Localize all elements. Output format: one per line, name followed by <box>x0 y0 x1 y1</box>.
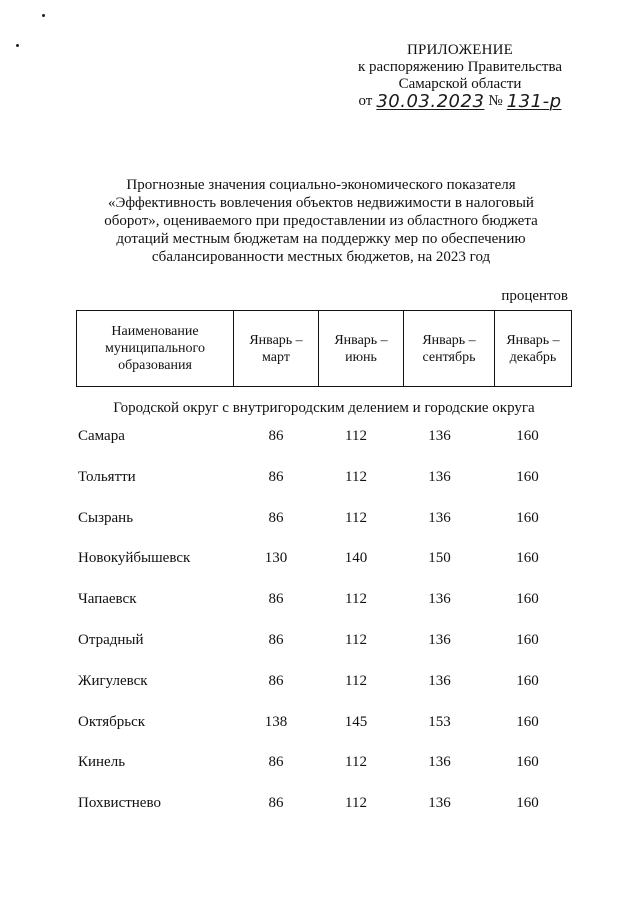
value-q1: 86 <box>268 754 284 771</box>
municipality-name: Самара <box>78 428 125 444</box>
title-line: сбалансированности местных бюджетов, на 2023 год <box>151 249 491 265</box>
table-row <box>76 632 572 673</box>
value-year: 160 <box>516 591 539 608</box>
table-row <box>76 591 572 632</box>
municipality-name: Чапаевск <box>78 591 137 608</box>
handwritten-number: 131-р <box>506 91 562 112</box>
value-year: 160 <box>516 550 539 567</box>
appendix-line-2: Самарской области <box>398 76 522 92</box>
value-year: 160 <box>516 468 539 485</box>
value-h1: 145 <box>344 713 368 730</box>
header-cell-q1: Январь – март <box>234 311 319 387</box>
municipality-name: Сызрань <box>78 509 134 526</box>
title-line: «Эффективность вовлечения объектов недвижимости в налоговый <box>108 195 534 211</box>
header-cell-h1: Январь – июнь <box>319 311 404 387</box>
title-line: дотаций местным бюджетам на поддержку мер по обеспечению <box>116 231 526 247</box>
value-h1: 112 <box>345 672 367 689</box>
value-9m: 136 <box>428 754 451 771</box>
value-h1: 112 <box>345 795 367 812</box>
municipality-name: Новокуйбышевск <box>78 550 191 567</box>
value-9m: 136 <box>428 428 451 444</box>
value-year: 160 <box>516 754 539 771</box>
title-line: оборот», оцениваемого при предоставлении из областного бюджета <box>104 213 538 229</box>
value-q1: 130 <box>264 550 288 567</box>
municipality-name: Октябрьск <box>78 713 146 730</box>
appendix-date-line <box>330 93 590 110</box>
table-row <box>76 550 572 591</box>
value-q1: 86 <box>268 795 284 812</box>
value-h1: 112 <box>345 754 367 771</box>
value-year: 160 <box>516 509 539 526</box>
value-year: 160 <box>516 795 539 812</box>
value-q1: 138 <box>264 713 288 730</box>
value-h1: 112 <box>345 631 367 648</box>
header-cell-year: Январь – декабрь <box>495 311 572 387</box>
value-q1: 86 <box>268 468 284 485</box>
title-line: Прогнозные значения социально-экономического показателя <box>126 177 516 193</box>
value-h1: 112 <box>345 428 367 444</box>
value-9m: 136 <box>428 509 451 526</box>
value-q1: 86 <box>268 509 284 526</box>
table-row <box>76 673 572 714</box>
value-q1: 86 <box>268 591 284 608</box>
value-h1: 112 <box>345 468 367 485</box>
number-label: № <box>488 93 503 109</box>
value-9m: 153 <box>428 713 451 730</box>
header-cell-9m: Январь – сентябрь <box>404 311 495 387</box>
from-label: от <box>358 93 373 109</box>
value-h1: 140 <box>344 550 368 567</box>
municipality-name: Жигулевск <box>78 672 148 689</box>
scan-speck <box>42 14 45 17</box>
municipality-name: Похвистнево <box>78 795 161 812</box>
handwritten-date: 30.03.2023 <box>376 91 485 112</box>
value-h1: 112 <box>345 509 367 526</box>
scan-speck <box>16 44 19 47</box>
value-year: 160 <box>516 672 539 689</box>
table-row <box>76 754 572 795</box>
appendix-block <box>330 42 590 110</box>
section-heading: Городской округ с внутригородским делением и городские округа <box>113 400 535 416</box>
table-row <box>76 510 572 551</box>
table-row <box>76 428 572 469</box>
units-label: процентов <box>501 288 568 304</box>
municipality-name: Кинель <box>78 754 126 771</box>
value-9m: 136 <box>428 591 451 608</box>
table-row <box>76 714 572 755</box>
value-9m: 150 <box>428 550 451 567</box>
value-year: 160 <box>516 428 539 444</box>
municipality-name: Тольятти <box>78 468 136 485</box>
municipality-name: Отрадный <box>78 631 144 648</box>
value-h1: 112 <box>345 591 367 608</box>
value-year: 160 <box>516 631 539 648</box>
value-q1: 86 <box>268 428 284 444</box>
value-q1: 86 <box>268 672 284 689</box>
value-q1: 86 <box>268 631 284 648</box>
appendix-title: ПРИЛОЖЕНИЕ <box>406 42 514 58</box>
appendix-line-1: к распоряжению Правительства <box>357 59 562 75</box>
value-9m: 136 <box>428 672 451 689</box>
value-9m: 136 <box>428 631 451 648</box>
table-body <box>76 428 572 836</box>
table-header <box>76 310 572 387</box>
document-title <box>90 176 552 266</box>
value-9m: 136 <box>428 468 451 485</box>
table-row <box>76 469 572 510</box>
table-row <box>76 795 572 836</box>
value-year: 160 <box>516 713 539 730</box>
value-9m: 136 <box>428 795 451 812</box>
header-cell-municipality: Наименование муниципального образования <box>77 311 234 387</box>
